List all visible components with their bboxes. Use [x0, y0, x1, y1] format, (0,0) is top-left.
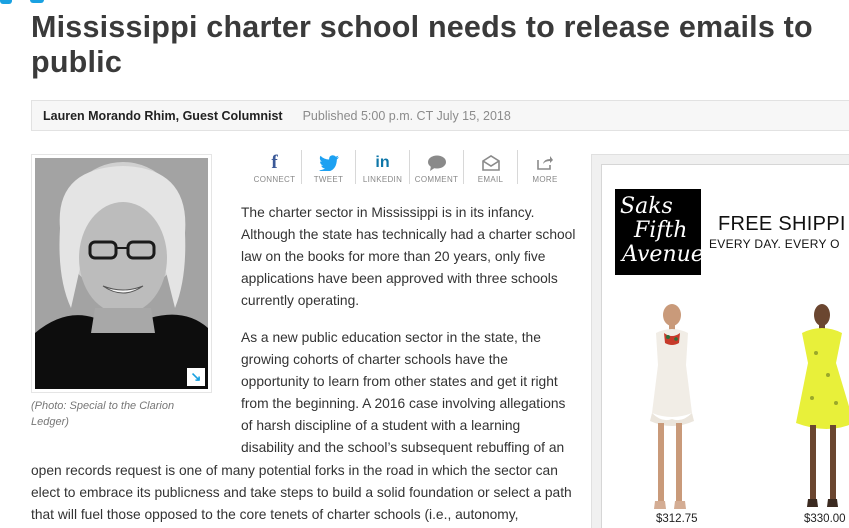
share-label: MORE — [532, 175, 558, 184]
email-icon — [482, 153, 500, 173]
ad-subline: EVERY DAY. EVERY O — [709, 237, 840, 251]
byline-published-date: Published 5:00 p.m. CT July 15, 2018 — [302, 108, 511, 123]
share-comment-button[interactable] — [410, 150, 464, 184]
ad-headline: FREE SHIPPI — [718, 213, 846, 235]
linkedin-icon: in — [375, 154, 390, 171]
share-facebook-button[interactable] — [248, 150, 302, 184]
share-label: LINKEDIN — [362, 175, 403, 184]
author-portrait — [35, 158, 208, 389]
yellow-dress-image[interactable] — [788, 303, 849, 515]
saks-advertisement[interactable] — [601, 164, 849, 528]
share-email-button[interactable] — [464, 150, 518, 184]
product-price-2: $330.00 — [804, 513, 846, 525]
article-paragraph-2: As a new public education sector in the state, the growing cohorts of charter schools have the opportunity to learn from other states and get it right from the beginning. A 2016 case involving allegations of harsh discipline of a student with a learning disability and the school’s subsequent rebuffing of an — [241, 330, 566, 455]
top-accent-bar-2 — [30, 0, 44, 3]
share-label: COMMENT — [414, 175, 459, 184]
twitter-icon — [319, 153, 339, 173]
expand-photo-icon[interactable]: ↘ — [187, 368, 205, 386]
headline-line-1: Mississippi charter school needs to release emails to — [31, 10, 813, 44]
white-dress-image[interactable] — [642, 303, 702, 515]
article-headline — [31, 10, 849, 80]
article-paragraph-1: The charter sector in Mississippi is in its infancy. Although the state has technically had a charter school law on the books for more than 20 years, only five applications have been approved with three schools currently operating. — [241, 205, 576, 308]
share-label: TWEET — [313, 175, 344, 184]
comment-icon — [427, 153, 447, 173]
headline-line-2: public — [31, 45, 123, 79]
share-twitter-button[interactable] — [302, 150, 356, 184]
share-label: CONNECT — [253, 175, 296, 184]
share-more-button[interactable] — [518, 150, 572, 184]
top-accent-bar — [0, 0, 12, 4]
saks-logo: Saks Fifth Avenue — [615, 189, 701, 275]
byline-bar — [31, 100, 849, 131]
more-icon — [536, 153, 554, 173]
share-bar — [248, 150, 572, 186]
product-price-1: $312.75 — [656, 513, 698, 525]
share-linkedin-button[interactable] — [356, 150, 410, 184]
photo-caption: (Photo: Special to the Clarion Ledger) — [31, 400, 175, 428]
article-body-column — [241, 202, 576, 474]
article-photo[interactable] — [31, 154, 212, 393]
share-label: EMAIL — [477, 175, 504, 184]
facebook-icon: f — [271, 152, 278, 173]
article-paragraph-2-continued: open records request is one of many potential forks in the road in which the sector can elect to embrace its publicness and take steps to build a solid foundation or select a path that will fuel those opposed to the core tenets of charter schools (i.e., autonomy, — [31, 463, 572, 522]
byline-author[interactable]: Lauren Morando Rhim, Guest Columnist — [43, 108, 283, 123]
